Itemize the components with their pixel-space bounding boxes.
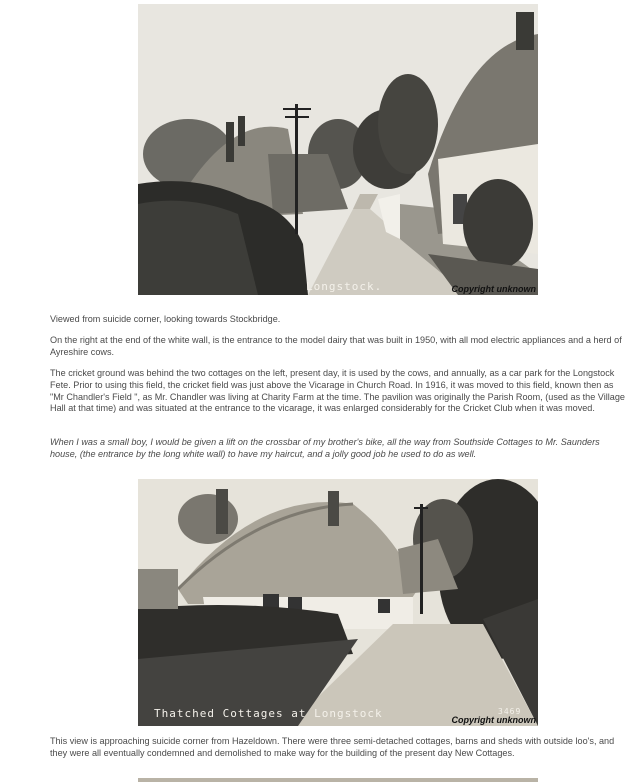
paragraph-white-wall: On the right at the end of the white wall, is the entrance to the model dairy that was built in 1950, with all mod electric appliances and a herd of Ayreshire cows. [50, 335, 622, 357]
photo-number: 3469 [498, 707, 522, 716]
thatched-cottages-photo [138, 479, 538, 726]
paragraph-small-boy: When I was a small boy, I would be given a lift on the crossbar of my brother's bike, all the way from Southside Cottages to Mr. Saunders house, (the entrance by the long white wall) to have my haircut, and a jolly good job he used to do as well. [50, 437, 600, 459]
photo-caption-longstock: Longstock. [306, 280, 383, 293]
photo-caption-thatched: Thatched Cottages at Longstock [154, 707, 383, 720]
longstock-road-image [138, 4, 538, 295]
paragraph-cricket-ground: The cricket ground was behind the two cottages on the left, present day, it is used by the cows, and annually, as a car park for the Longstock Fete. Prior to using this field, the cricket field was just above the Vicarage in Church Road. In 1916, it was moved to this field, known then as "Mr Chandler's Field ", as Mr. Chandler was living at Charity Farm at the time. The pavilion was originally the Parish Room, (used as the Village Hall at that time) and was situated at the entrance to the vicarage, it was enlarged considerably for the Cricket Club when it was moved. [50, 368, 625, 414]
photo1-copyright: Copyright unknown [451, 284, 536, 294]
photo2-copyright: Copyright unknown [451, 715, 536, 725]
paragraph-viewed-from: Viewed from suicide corner, looking towards Stockbridge. [50, 314, 281, 324]
next-photo-edge [138, 778, 538, 782]
paragraph-approaching-corner: This view is approaching suicide corner from Hazeldown. There were three semi-detached cottages, barns and sheds with outside loo's, and they were all eventually condemned and demolished to make way for the building of the present day New Cottages. [50, 736, 615, 758]
thatched-cottages-image [138, 479, 538, 726]
longstock-road-photo [138, 4, 538, 295]
